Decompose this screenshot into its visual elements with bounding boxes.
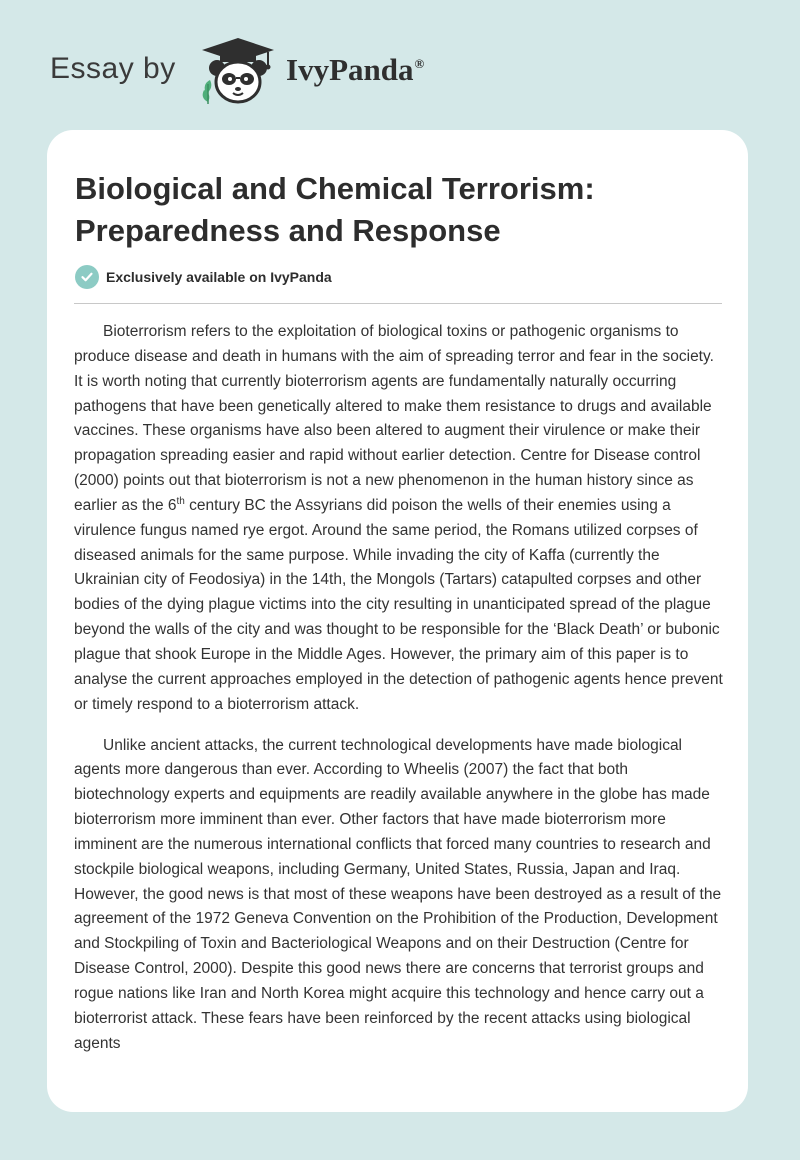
essay-by-label: Essay by bbox=[50, 52, 176, 85]
paragraph-2: Unlike ancient attacks, the current technological developments have made biological agents more dangerous than ever. According to Wheelis (2007) the fact that both biotechnology experts and equipments are readily available anywhere in the globe has made bioterrorism more imminent than ever. Other factors that have made bioterrorism more imminent are the numerous international conflicts that forced many countries to research and stockpile biological weapons, including Germany, United States, Russia, Japan and Iraq. However, the good news is that most of these weapons have been destroyed as a result of the agreement of the 1972 Geneva Convention on the Prohibition of the Production, Development and Stockpiling of Toxin and Bacteriological Weapons and on their Destruction (Centre for Disease Control, 2000). Despite this good news there are concerns that terrorist groups and rogue nations like Iran and North Korea might acquire this technology and hence carry out a bioterrorist attack. These fears have been reinforced by the recent attacks using biological agents bbox=[74, 736, 722, 1052]
title-divider bbox=[74, 303, 722, 304]
exclusive-badge-label: Exclusively available on IvyPanda bbox=[106, 269, 332, 285]
check-circle-icon bbox=[75, 265, 99, 289]
essay-card bbox=[47, 130, 748, 1112]
paragraph-1 bbox=[74, 320, 724, 718]
ordinal-suffix: th bbox=[176, 495, 185, 507]
registered-mark: ® bbox=[414, 56, 425, 71]
brand-name[interactable] bbox=[286, 52, 424, 88]
paragraph-1-part-2: century BC the Assyrians did poison the wells of their enemies using a virulence fungus named rye ergot. Around the same period, the Romans utilized corpses of diseased animals for the same purpose. While invading the city of Kaffa (currently the Ukrainian city of Feodosiya) in the 14th, the Mongols (Tartars) catapulted corpses and other bodies of the dying plague victims into the city resulting in unanticipated spread of the plague beyond the walls of the city and was thought to be responsible for the ‘Black Death’ or bubonic plague that shook Europe in the Middle Ages. However, the primary aim of this paper is to analyse the current approaches employed in the detection of pathogenic agents hence prevent or timely respond to a bioterrorism attack. bbox=[74, 496, 723, 713]
panda-graduate-icon[interactable] bbox=[198, 36, 278, 108]
paragraph-1-part-1: Bioterrorism refers to the exploitation of biological toxins or pathogenic organisms to produce disease and death in humans with the aim of spreading terror and fear in the society. It is worth noting that currently bioterrorism agents are fundamentally naturally occurring pathogens that have been genetically altered to make them resistance to drugs and available vaccines. These organisms have also been altered to augment their virulence or make their propagation spreading easier and rapid without earlier detection. Centre for Disease control (2000) points out that bioterrorism is not a new phenomenon in the human history since as earlier as the 6 bbox=[74, 323, 714, 514]
site-header bbox=[0, 0, 800, 130]
exclusive-badge bbox=[75, 265, 332, 289]
brand-label: IvyPanda bbox=[286, 52, 414, 87]
essay-body bbox=[74, 320, 724, 1072]
page-title: Biological and Chemical Terrorism: Preparedness and Response bbox=[75, 171, 595, 248]
